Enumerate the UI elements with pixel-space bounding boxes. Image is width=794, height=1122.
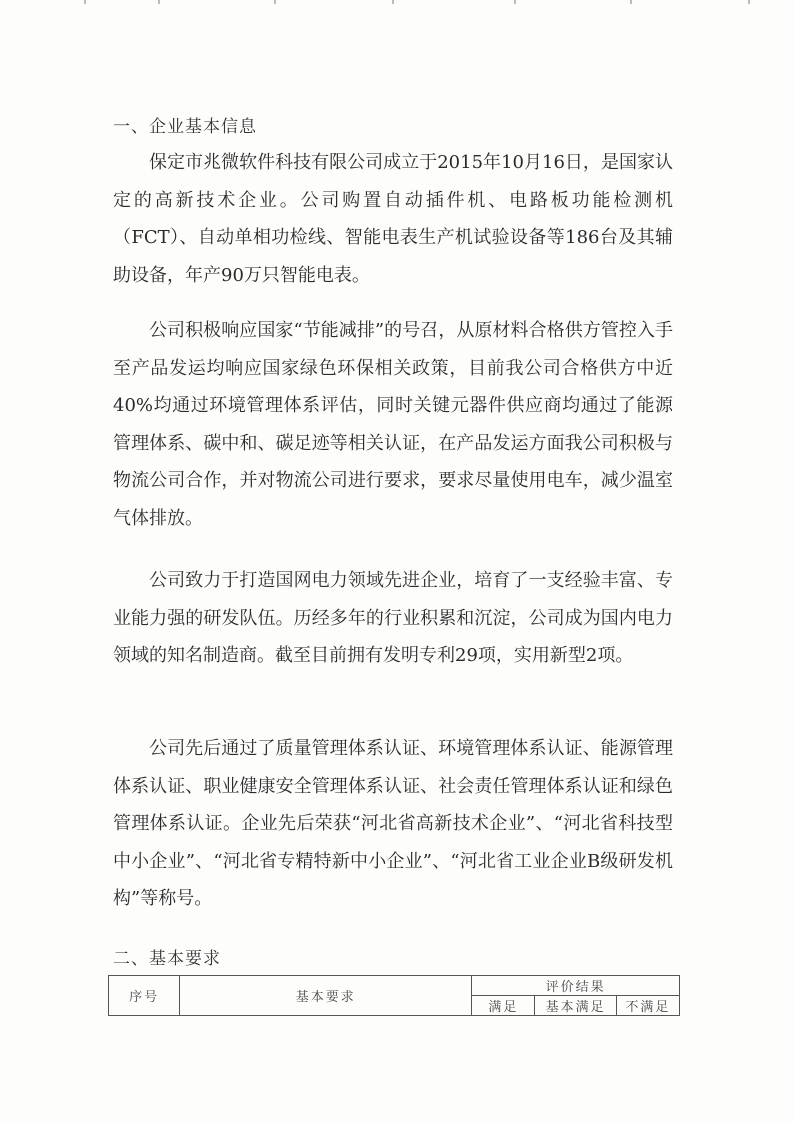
- requirements-table: [108, 975, 680, 1016]
- header-result-satisfied: 满足: [472, 996, 535, 1016]
- section-heading-basic-requirements: 二、基本要求: [113, 949, 221, 969]
- table-header-row: [109, 976, 680, 996]
- header-result-not-satisfied: 不满足: [616, 996, 679, 1016]
- paragraph-rd-team: 公司致力于打造国网电力领域先进企业，培育了一支经验丰富、专业能力强的研发队伍。历经多年的行业积累和沉淀，公司成为国内电力领域的知名制造商。截至目前拥有发明专利29项，实用新型2项。: [113, 570, 673, 666]
- paragraph-certifications: 公司先后通过了质量管理体系认证、环境管理体系认证、能源管理体系认证、职业健康安全管理体系认证、社会责任管理体系认证和绿色管理体系认证。企业先后荣获“河北省高新技术企业”、“河北省科技型中小企业”、“河北省专精特新中小企业”、“河北省工业企业B级研发机构”等称号。: [113, 738, 673, 909]
- section-heading-basic-info: 一、企业基本信息: [113, 117, 257, 137]
- header-index: 序号: [109, 976, 180, 1016]
- paragraph-energy-saving: 公司积极响应国家“节能减排”的号召，从原材料合格供方管控入手至产品发运均响应国家绿色环保相关政策，目前我公司合格供方中近40%均通过环境管理体系评估，同时关键元器件供应商均通过了能源管理体系、碳中和、碳足迹等相关认证，在产品发运方面我公司积极与物流公司合作，并对物流公司进行要求，要求尽量使用电车，减少温室气体排放。: [113, 320, 673, 529]
- header-requirement: 基本要求: [180, 976, 472, 1016]
- scan-edge-marks: [0, 0, 794, 6]
- header-result-basically-satisfied: 基本满足: [535, 996, 616, 1016]
- paragraph-company-intro: 保定市兆微软件科技有限公司成立于2015年10月16日，是国家认定的高新技术企业。公司购置自动插件机、电路板功能检测机（FCT）、自动单相功检线、智能电表生产机试验设备等186台及其辅助设备，年产90万只智能电表。: [113, 152, 673, 286]
- header-evaluation-result: 评价结果: [472, 976, 680, 996]
